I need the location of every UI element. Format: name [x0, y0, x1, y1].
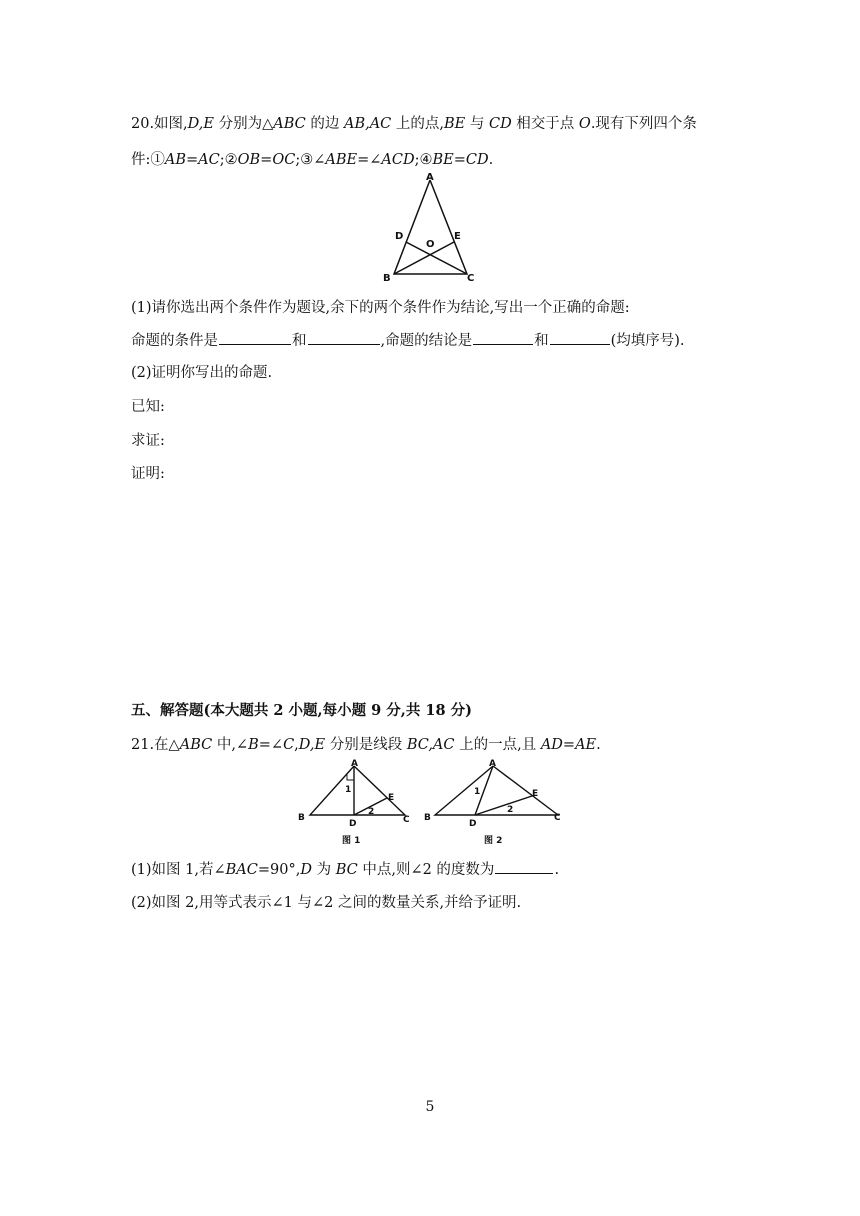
text: BC	[335, 862, 358, 878]
label-E: E	[532, 789, 539, 799]
q21-figure-1	[292, 758, 416, 850]
label-E: E	[388, 793, 395, 803]
text: =∠	[258, 737, 284, 753]
text: D,E	[298, 737, 326, 753]
caption-fig1: 图 1	[342, 836, 361, 846]
label-B: B	[424, 813, 431, 823]
text: =90°,	[257, 862, 301, 878]
text: 和	[534, 333, 549, 349]
text: ACD	[381, 152, 415, 168]
angle-2: 2	[507, 805, 514, 815]
label-D: D	[349, 819, 357, 829]
text: ,命题的结论是	[380, 333, 473, 349]
blank-2[interactable]	[308, 330, 380, 345]
text: O	[578, 116, 591, 132]
q20-known: 已知:	[131, 399, 165, 415]
text: BAC	[225, 862, 258, 878]
label-B: B	[298, 813, 305, 823]
text: AB,AC	[343, 116, 392, 132]
text: (均填序号).	[610, 333, 685, 349]
q20-fill-line	[131, 329, 685, 350]
q21-figure-2	[420, 758, 568, 850]
angle-1: 1	[345, 785, 352, 795]
text: .	[488, 152, 494, 168]
text: ABE	[325, 152, 358, 168]
text: 21.在△	[131, 737, 180, 753]
text: C	[283, 737, 295, 753]
text: (1)如图 1,若∠	[131, 862, 226, 878]
label-E: E	[454, 231, 461, 242]
text: 命题的条件是	[131, 333, 218, 349]
text: 20.如图,	[131, 116, 188, 132]
page-number: 5	[425, 1099, 435, 1115]
text: D	[300, 862, 312, 878]
text: 分别是线段	[325, 737, 407, 753]
text: AD=AE	[540, 737, 597, 753]
text: 为	[311, 862, 336, 878]
text: ;②	[219, 152, 238, 168]
text: 与	[465, 116, 489, 132]
text: 上的一点,且	[454, 737, 541, 753]
caption-fig2: 图 2	[484, 836, 503, 846]
text: 件:①	[131, 152, 165, 168]
q20-proof: 证明:	[131, 466, 165, 482]
q21-part1	[131, 858, 559, 879]
label-A: A	[489, 759, 496, 769]
text: .	[554, 862, 560, 878]
blank-4[interactable]	[550, 330, 610, 345]
text: .	[596, 737, 601, 753]
text: CD	[488, 116, 512, 132]
text: OB=OC	[237, 152, 296, 168]
q21-part2: (2)如图 2,用等式表示∠1 与∠2 之间的数量关系,并给予证明.	[131, 895, 522, 911]
text: ;④	[414, 152, 433, 168]
text: BE	[444, 116, 466, 132]
label-C: C	[403, 815, 410, 825]
text: ;③∠	[295, 152, 326, 168]
text: 上的点,	[391, 116, 444, 132]
text: 和	[292, 333, 307, 349]
q20-part1: (1)请你选出两个条件作为题设,余下的两个条件作为结论,写出一个正确的命题:	[131, 300, 630, 316]
text: ,	[294, 737, 299, 753]
text: AB=AC	[164, 152, 220, 168]
text: B	[248, 737, 259, 753]
text: BE=CD	[432, 152, 489, 168]
text: ABC	[273, 116, 306, 132]
label-A: A	[351, 759, 358, 769]
q20-part2: (2)证明你写出的命题.	[131, 365, 273, 381]
text: 分别为△	[213, 116, 274, 132]
q20-line2	[131, 148, 493, 169]
text: 中,∠	[212, 737, 249, 753]
blank-3[interactable]	[473, 330, 533, 345]
label-C: C	[467, 273, 475, 284]
q20-figure	[378, 170, 482, 284]
q21-line1	[131, 733, 601, 754]
text: ABC	[179, 737, 213, 753]
q20-line1	[131, 112, 697, 133]
label-C: C	[554, 813, 561, 823]
label-O: O	[426, 239, 435, 250]
answer-blank[interactable]	[495, 859, 553, 874]
label-D: D	[395, 231, 404, 242]
text: D,E	[187, 116, 214, 132]
section-5-title: 五、解答题(本大题共 2 小题,每小题 9 分,共 18 分)	[131, 702, 472, 719]
label-D: D	[469, 819, 477, 829]
angle-2: 2	[368, 807, 375, 817]
label-A: A	[426, 172, 434, 183]
text: 的边	[305, 116, 344, 132]
blank-1[interactable]	[219, 330, 291, 345]
label-B: B	[383, 273, 391, 284]
text: .现有下列四个条	[590, 116, 697, 132]
text: 相交于点	[511, 116, 579, 132]
angle-1: 1	[474, 787, 481, 797]
text: =∠	[357, 152, 382, 168]
text: BC,AC	[406, 737, 455, 753]
text: 中点,则∠2 的度数为	[357, 862, 495, 878]
q20-prove: 求证:	[131, 433, 165, 449]
